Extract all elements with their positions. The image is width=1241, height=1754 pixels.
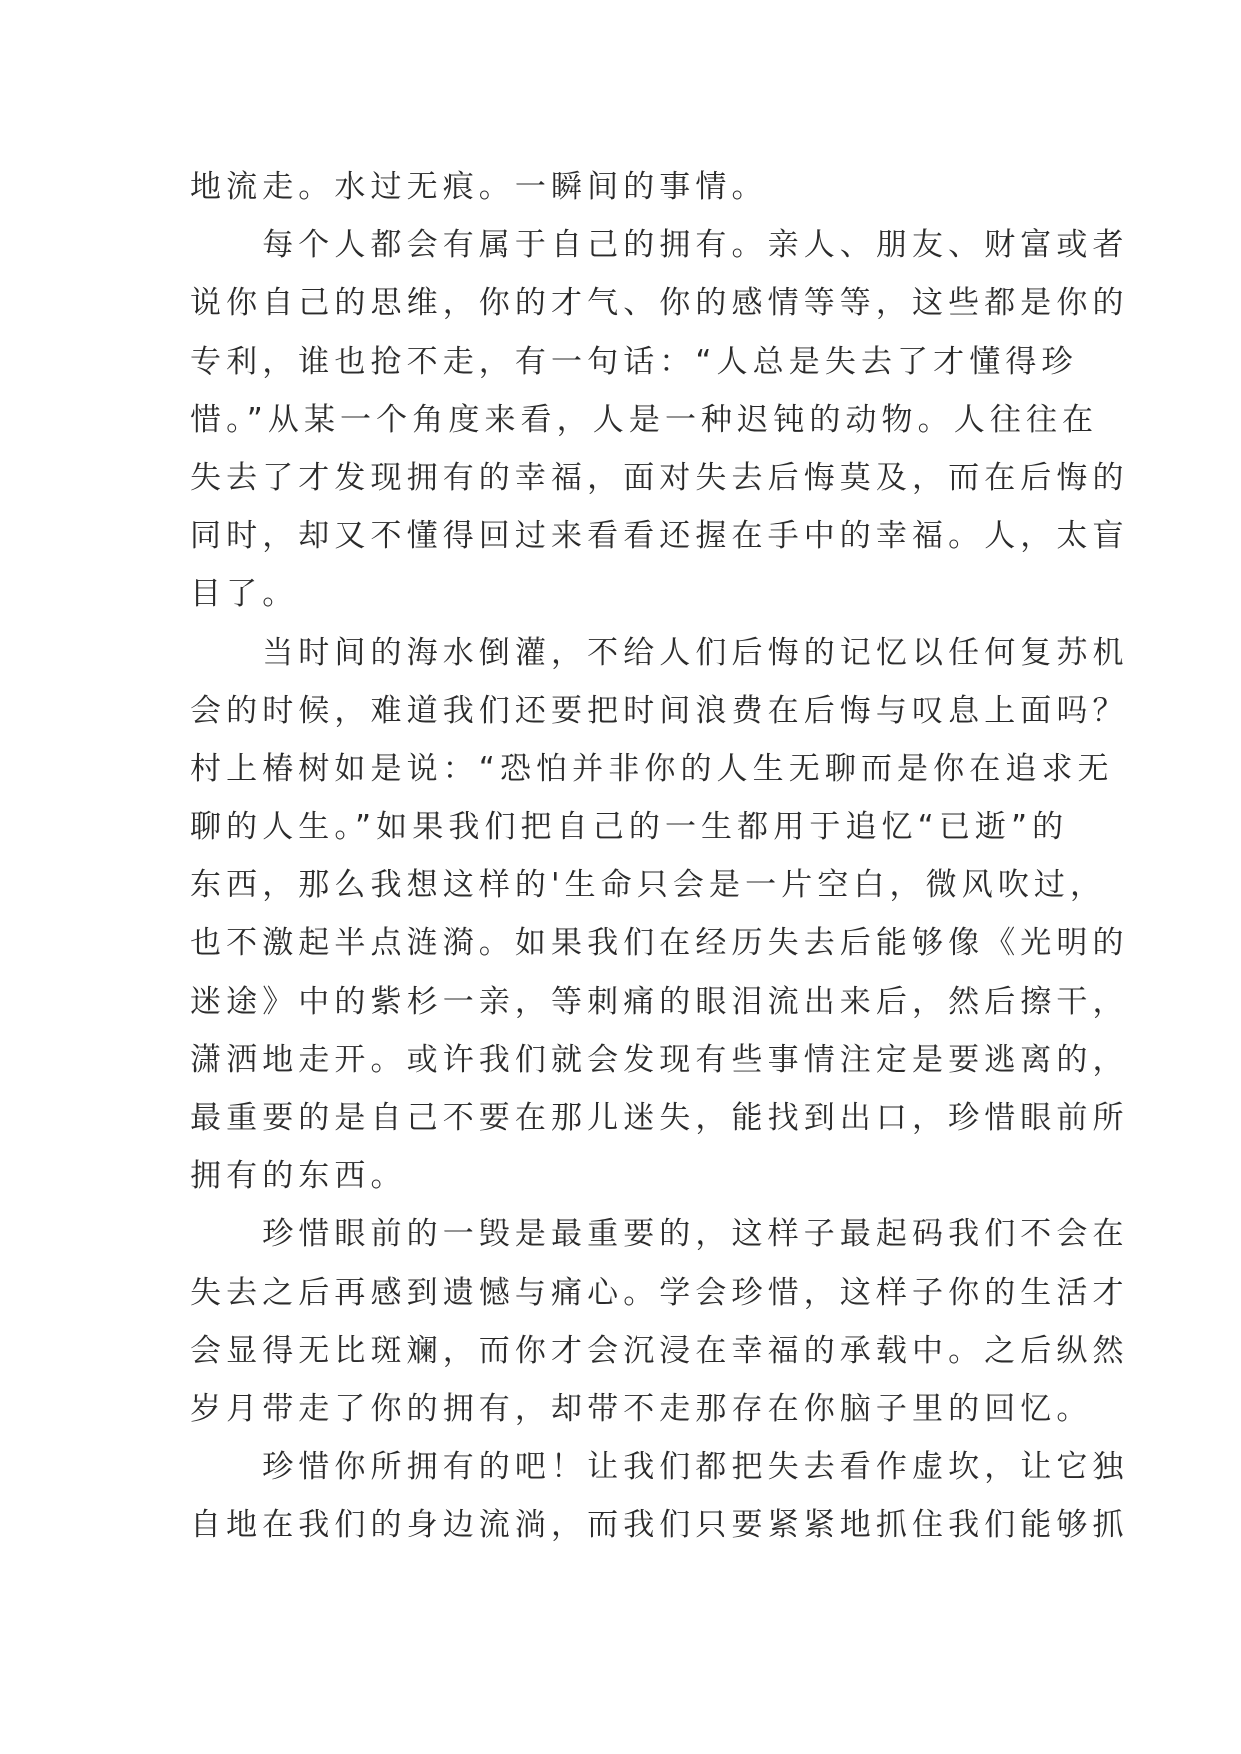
text-line: 说你自己的思维，你的才气、你的感情等等，这些都是你的	[190, 285, 1129, 322]
text-line: 自地在我们的身边流淌，而我们只要紧紧地抓住我们能够抓	[190, 1507, 1129, 1544]
text-line: 潇洒地走开。或许我们就会发现有些事情注定是要逃离的，	[190, 1041, 1129, 1078]
text-line: 会的时候，难道我们还要把时间浪费在后悔与叹息上面吗？	[190, 692, 1129, 729]
text-line: 同时，却又不懂得回过来看看还握在手中的幸福。人，太盲	[190, 518, 1129, 555]
text-line: 每个人都会有属于自己的拥有。亲人、朋友、财富或者	[190, 227, 1129, 264]
text-line: 拥有的东西。	[190, 1158, 407, 1195]
text-line: 岁月带走了你的拥有，却带不走那存在你脑子里的回忆。	[190, 1390, 1093, 1427]
text-line: 聊的人生。”如果我们把自己的一生都用于追忆“已逝”的	[190, 809, 1069, 846]
text-line: 惜。”从某一个角度来看，人是一种迟钝的动物。人往往在	[190, 401, 1099, 438]
text-line: 也不激起半点涟漪。如果我们在经历失去后能够像《光明的	[190, 925, 1129, 962]
text-line: 珍惜眼前的一毁是最重要的，这样子最起码我们不会在	[190, 1216, 1129, 1253]
text-line: 目了。	[190, 576, 299, 613]
text-line: 东西，那么我想这样的'生命只会是一片空白，微风吹过，	[190, 867, 1107, 904]
text-line: 村上椿树如是说：“恐怕并非你的人生无聊而是你在追求无	[190, 750, 1114, 787]
text-line: 迷途》中的紫杉一亲，等刺痛的眼泪流出来后，然后擦干，	[190, 983, 1129, 1020]
text-line: 失去了才发现拥有的幸福，面对失去后悔莫及，而在后悔的	[190, 459, 1129, 496]
text-line: 专利，谁也抢不走，有一句话：“人总是失去了才懂得珍	[190, 343, 1078, 380]
text-line: 珍惜你所拥有的吧！让我们都把失去看作虚坎，让它独	[190, 1449, 1129, 1486]
essay-body	[190, 158, 1129, 1555]
text-line: 当时间的海水倒灌，不给人们后悔的记忆以任何复苏机	[190, 634, 1129, 671]
text-line: 会显得无比斑斓，而你才会沉浸在幸福的承载中。之后纵然	[190, 1332, 1129, 1369]
text-line: 失去之后再感到遗憾与痛心。学会珍惜，这样子你的生活才	[190, 1274, 1129, 1311]
text-line: 地流走。水过无痕。一瞬间的事情。	[190, 169, 768, 205]
text-line: 最重要的是自己不要在那儿迷失，能找到出口，珍惜眼前所	[190, 1100, 1129, 1136]
